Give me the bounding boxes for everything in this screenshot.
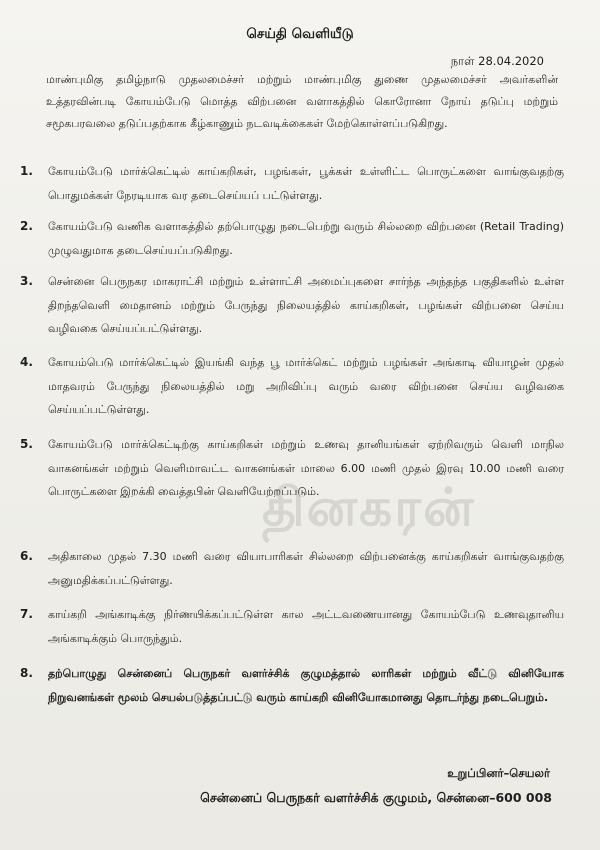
item-text: கோயம்பேடு மார்க்கெட்டிற்கு காய்கறிகள் மற்றும் உணவு தானியங்கள் ஏற்றிவரும் வெளி மாநில வாகனங்கள் மற்றும் வெளிமாவட்ட வாகனங்கள் மாலை 6.00 மணி முதல் இரவு 10.00 மணி வரை பொருட்களை இறக்கி வைத்தபின் வெளியேற்றப்படும்.: [48, 438, 564, 498]
signatory-role: உறுப்பினர்–செயலர்: [447, 766, 550, 780]
item-text: தற்பொழுது சென்னைப் பெருநகர் வளர்ச்சிக் குழுமத்தால் லாரிகள் மற்றும் வீட்டு வினியோக நிறுவனங்கள் மூலம் செயல்படுத்தப்பட்டு வரும் காய்கறி வினியோகமானது தொடர்ந்து நடைபெறும்.: [48, 667, 564, 704]
item-text: கோயம்பேடு மார்க்கெட்டில் காய்கறிகள், பழங்கள், பூக்கள் உள்ளிட்ட பொருட்களை வாங்குவதற்கு பொதுமக்கள் நேரடியாக வர தடைசெய்யப் பட்டுள்ளது.: [48, 165, 564, 202]
item-text: கோயம்பெடு மார்க்கெட்டில் இயங்கி வந்த பூ மார்க்கெட் மற்றும் பழங்கள் அங்காடி வியாழன் முதல் மாதவரம் பேருந்து நிலையத்தில் மறு அறிவிப்பு வரும் வரை விற்பனை செய்ய வழிவகை செய்யப்பட்டுள்ளது.: [48, 356, 565, 416]
signatory-organization: சென்னைப் பெருநகர் வளர்ச்சிக் குழுமம், சென்னை–600 008: [200, 790, 552, 805]
item-number: 1.: [20, 164, 33, 178]
item-number: 3.: [20, 274, 33, 288]
item-number: 6.: [20, 549, 33, 563]
newspaper-watermark: தினகரன்: [262, 478, 476, 538]
item-number: 2.: [20, 219, 33, 233]
item-number: 8.: [20, 666, 33, 680]
item-text: சென்னை பெருநகர மாகராட்சி மற்றும் உள்ளாட்சி அமைப்புகளை சார்ந்த அந்தந்த பகுதிகளில் உள்ள திறந்தவெளி மைதானம் மற்றும் பேருந்து நிலையத்தில் காய்கறிகள், பழங்கள் விற்பனை செய்ய வழிவகை செய்யப்பட்டுள்ளது.: [48, 275, 564, 335]
item-text: அதிகாலை முதல் 7.30 மணி வரை வியாபாரிகள் சில்லறை விற்பனைக்கு காய்கறிகள் வாங்குவதற்கு அனுமதிக்கப்பட்டுள்ளது.: [48, 550, 564, 587]
item-number: 7.: [20, 607, 33, 621]
item-number: 4.: [20, 355, 33, 369]
item-number: 5.: [20, 437, 33, 451]
item-text: கோயம்பேடு வணிக வளாகத்தில் தற்பொழுது நடைபெற்று வரும் சில்லறை விற்பனை (Retail Trading) முழுவதுமாக தடைசெய்யப்படுகிறது.: [48, 220, 564, 257]
document-title: செய்தி வெளியீடு: [246, 26, 354, 42]
document-date: நாள் 28.04.2020: [450, 54, 544, 68]
intro-paragraph: மாண்புமிகு தமிழ்நாடு முதலமைச்சர் மற்றும் மாண்புமிகு துணை முதலமைச்சர் அவர்களின் உத்தரவின்படி கோயம்பேடு மொத்த விற்பனை வளாகத்தில் கொரோனா நோய் தடுப்பு மற்றும் சமூகபரவலை தடுப்பதற்காக கீழ்காணும் நடவடிக்கைகள் மேற்கொள்ளப்படுகிறது.: [46, 73, 558, 130]
item-text: காய்கறி அங்காடிக்கு நிர்ணயிக்கப்பட்டுள்ள கால அட்டவணையானது கோயம்பேடு உணவுதானிய அங்காடிக்கும் பொருந்தும்.: [48, 608, 564, 645]
